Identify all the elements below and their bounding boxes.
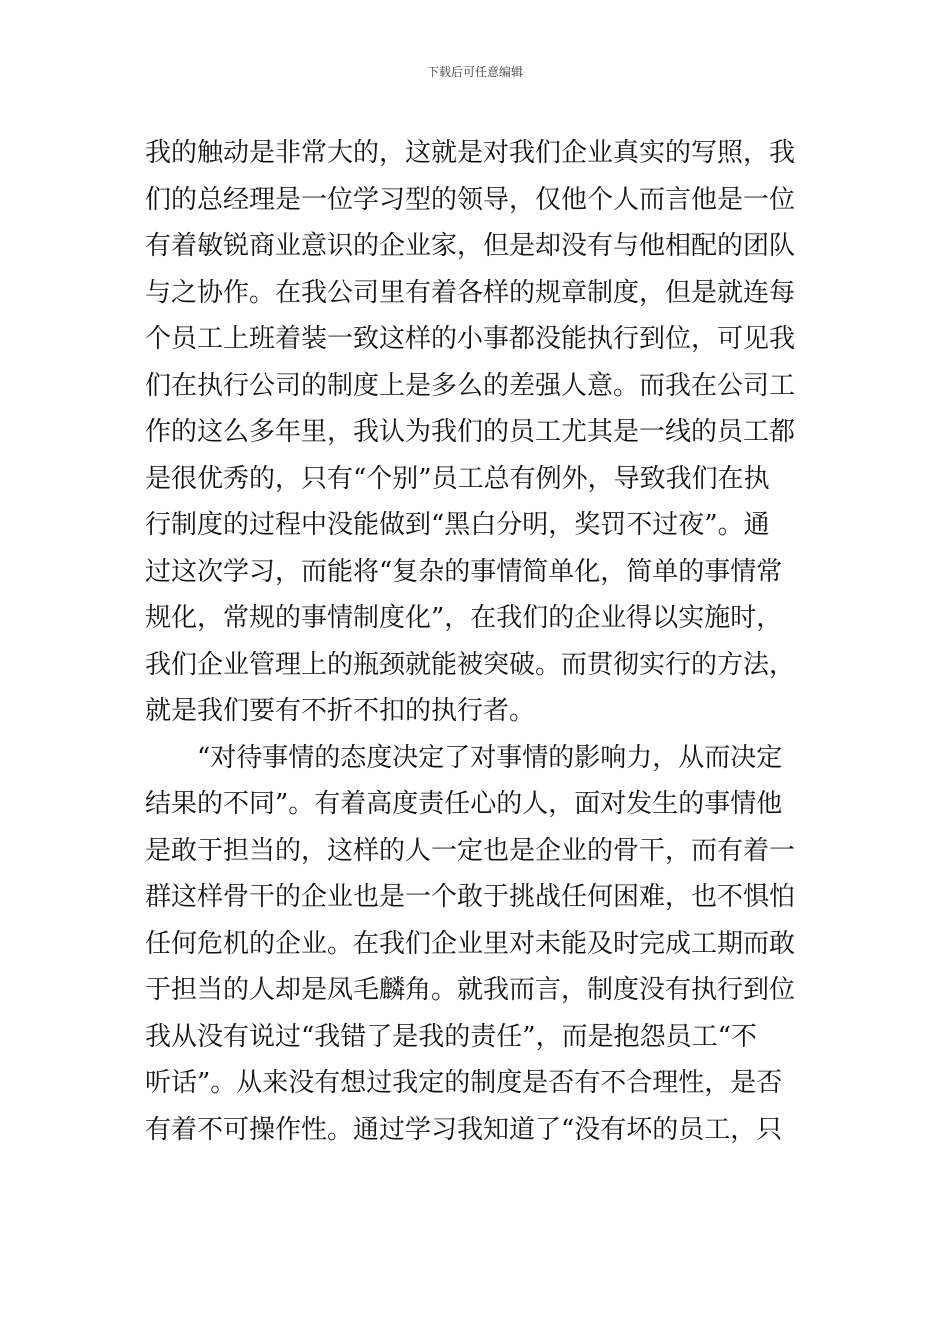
text-line: 们的总经理是一位学习型的领导，仅他个人而言他是一位: [145, 184, 796, 215]
text-line: 行制度的过程中没能做到“黑白分明，奖罚不过夜”。通: [145, 510, 770, 540]
text-line: 是很优秀的，只有“个别”员工总有例外，导致我们在执: [145, 463, 770, 494]
text-line: 们在执行公司的制度上是多么的差强人意。而我在公司工: [145, 370, 796, 401]
paragraph-first-line: “对待事情的态度决定了对事情的影响力，从而决定: [197, 742, 783, 773]
text-line: 作的这么多年里，我认为我们的员工尤其是一线的员工都: [145, 417, 796, 447]
text-line: 过这次学习，而能将“复杂的事情简单化，简单的事情常: [145, 556, 783, 587]
text-line: 结果的不同”。有着高度责任心的人，面对发生的事情他: [145, 789, 783, 819]
text-line: 是敢于担当的，这样的人一定也是企业的骨干，而有着一: [145, 835, 796, 866]
text-line: 听话”。从来没有想过我定的制度是否有不合理性，是否: [145, 1068, 783, 1098]
document-body: [145, 130, 805, 1153]
page-header: 下载后可任意编辑: [426, 65, 523, 79]
text-line: 就是我们要有不折不扣的执行者。: [145, 696, 536, 726]
text-line: 任何危机的企业。在我们企业里对未能及时完成工期而敢: [145, 928, 796, 959]
text-line: 有着敏锐商业意识的企业家，但是却没有与他相配的团队: [145, 231, 796, 261]
text-line: 我的触动是非常大的，这就是对我们企业真实的写照，我: [145, 138, 796, 168]
text-line: 群这样骨干的企业也是一个敢于挑战任何困难，也不惧怕: [145, 882, 796, 912]
text-line: 于担当的人却是凤毛麟角。就我而言，制度没有执行到位: [145, 975, 796, 1005]
text-line: 我们企业管理上的瓶颈就能被突破。而贯彻实行的方法，: [145, 649, 796, 680]
text-line: 个员工上班着装一致这样的小事都没能执行到位，可见我: [145, 324, 796, 354]
text-line: 规化，常规的事情制度化”，在我们的企业得以实施时，: [145, 603, 783, 633]
text-line: 有着不可操作性。通过学习我知道了“没有坏的员工，只: [145, 1114, 783, 1145]
text-line: 与之协作。在我公司里有着各样的规章制度，但是就连每: [145, 277, 796, 308]
text-line: 我从没有说过“我错了是我的责任”，而是抱怨员工“不: [145, 1021, 757, 1052]
